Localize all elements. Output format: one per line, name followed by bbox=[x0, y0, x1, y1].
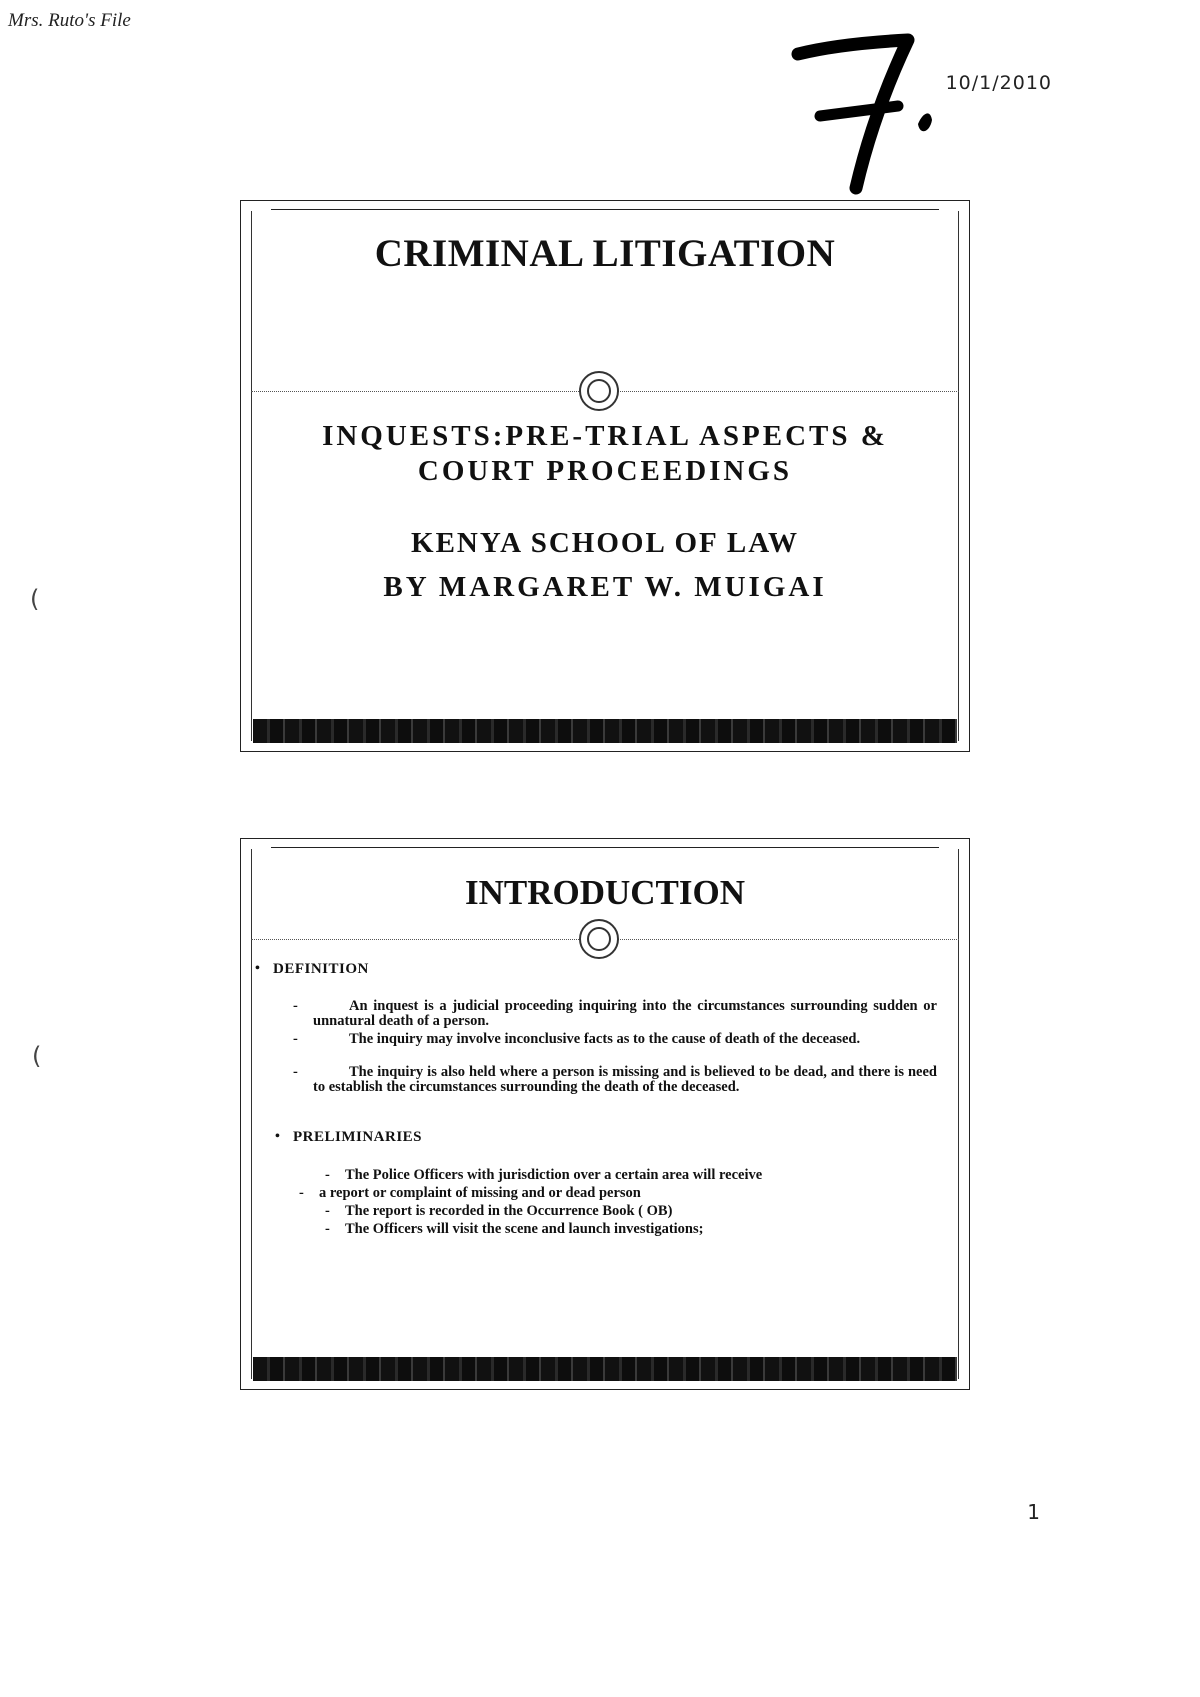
school-name: KENYA SCHOOL OF LAW bbox=[411, 527, 799, 559]
preliminaries-item: - The Officers will visit the scene and launch investigations; bbox=[345, 1221, 937, 1238]
slide-title-heading: CRIMINAL LITIGATION bbox=[374, 232, 836, 275]
slide-top-rule bbox=[271, 847, 939, 848]
preliminaries-item: - a report or complaint of missing and or dead person bbox=[319, 1185, 937, 1202]
slide-title-heading: INTRODUCTION bbox=[464, 873, 746, 912]
circle-ornament-icon bbox=[579, 919, 619, 959]
page-date: 10/1/2010 bbox=[945, 72, 1052, 94]
slide-title bbox=[240, 200, 970, 752]
definition-item: - The inquiry may involve inconclusive facts as to the cause of death of the deceased. bbox=[313, 1032, 937, 1047]
section-heading-definition: • DEFINITION bbox=[273, 961, 369, 978]
page-number: 1 bbox=[1027, 1500, 1040, 1524]
margin-mark: ( bbox=[30, 585, 40, 613]
definition-item: - An inquest is a judicial proceeding inquiring into the circumstances surrounding sudden or unnatural death of a person. bbox=[313, 999, 937, 1029]
preliminaries-item: - The report is recorded in the Occurrence Book ( OB) bbox=[345, 1203, 937, 1220]
author-name: BY MARGARET W. MUIGAI bbox=[383, 571, 827, 603]
definition-item: - The inquiry is also held where a person is missing and is believed to be dead, and there is need to establish the circumstances surrounding the death of the deceased. bbox=[313, 1065, 937, 1095]
handwritten-number-mark bbox=[790, 28, 940, 198]
slide-footer-bar bbox=[253, 1357, 957, 1381]
section-heading-preliminaries: • PRELIMINARIES bbox=[293, 1129, 422, 1146]
slide-subtitle: INQUESTS:PRE-TRIAL ASPECTS & COURT PROCEEDINGS bbox=[322, 420, 888, 487]
circle-ornament-icon bbox=[579, 371, 619, 411]
file-owner-note: Mrs. Ruto's File bbox=[8, 10, 131, 31]
margin-mark: ( bbox=[32, 1042, 42, 1070]
slide-top-rule bbox=[271, 209, 939, 210]
preliminaries-item: - The Police Officers with jurisdiction over a certain area will receive bbox=[345, 1167, 937, 1184]
slide-introduction bbox=[240, 838, 970, 1390]
slide-footer-bar bbox=[253, 719, 957, 743]
